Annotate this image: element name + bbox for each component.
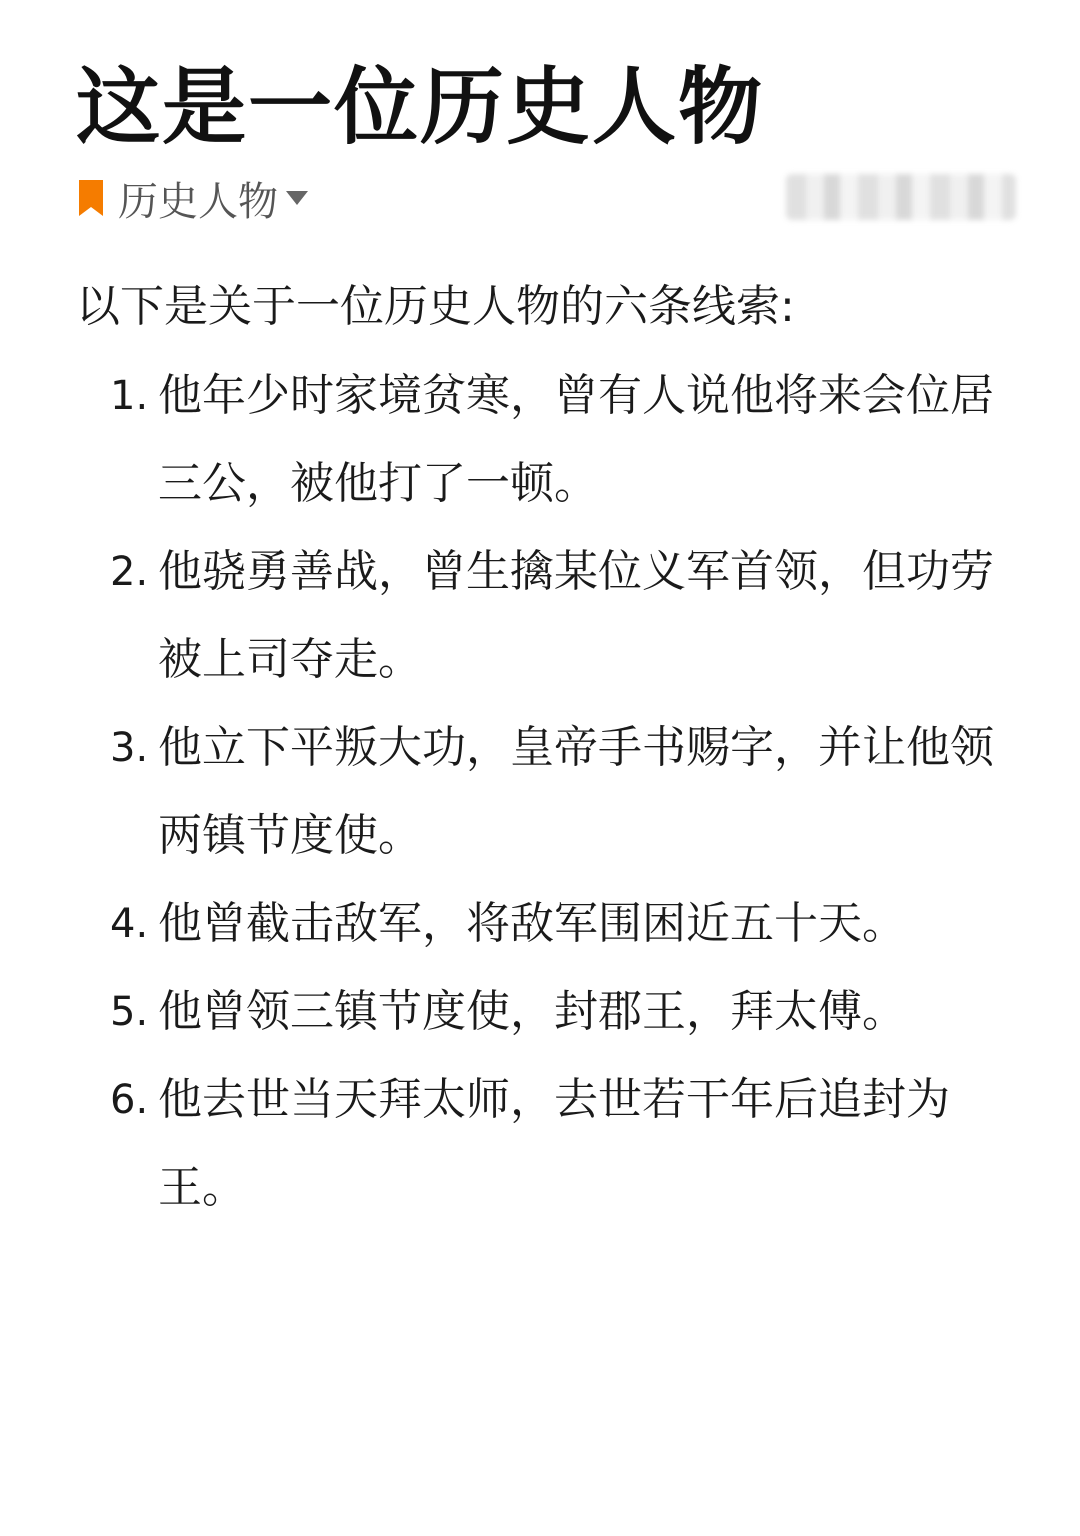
topic-tag[interactable] xyxy=(76,168,308,228)
clue-list xyxy=(110,352,1010,1232)
post-intro: 以下是关于一位历史人物的六条线索: xyxy=(76,281,795,332)
clue-number: 5. xyxy=(110,989,149,1035)
clue-text: 他立下平叛大功，皇帝手书赐字，并让他领两镇节度使。 xyxy=(158,722,994,861)
clue-text: 他曾领三镇节度使，封郡王，拜太傅。 xyxy=(158,986,906,1037)
clue-text: 他去世当天拜太师，去世若干年后追封为王。 xyxy=(158,1074,950,1213)
list-item xyxy=(110,352,1010,528)
list-item xyxy=(110,880,1010,968)
clue-number: 6. xyxy=(110,1077,149,1123)
clue-text: 他曾截击敌军，将敌军围困近五十天。 xyxy=(158,898,906,949)
clue-text: 他年少时家境贫寒，曾有人说他将来会位居三公，被他打了一顿。 xyxy=(158,370,994,509)
caret-down-icon[interactable] xyxy=(286,191,308,205)
bookmark-icon xyxy=(76,178,106,218)
clue-number: 1. xyxy=(110,373,149,419)
clue-number: 4. xyxy=(110,901,149,947)
author-avatar-blurred[interactable] xyxy=(786,174,1016,220)
list-item xyxy=(110,1056,1010,1232)
clue-text: 他骁勇善战，曾生擒某位义军首领，但功劳被上司夺走。 xyxy=(158,546,994,685)
clue-number: 2. xyxy=(110,549,149,595)
list-item xyxy=(110,528,1010,704)
list-item xyxy=(110,704,1010,880)
post-meta-row xyxy=(76,168,1016,228)
post-title: 这是一位历史人物 xyxy=(76,58,765,156)
list-item xyxy=(110,968,1010,1056)
topic-tag-label: 历史人物 xyxy=(118,178,278,225)
clue-number: 3. xyxy=(110,725,149,771)
